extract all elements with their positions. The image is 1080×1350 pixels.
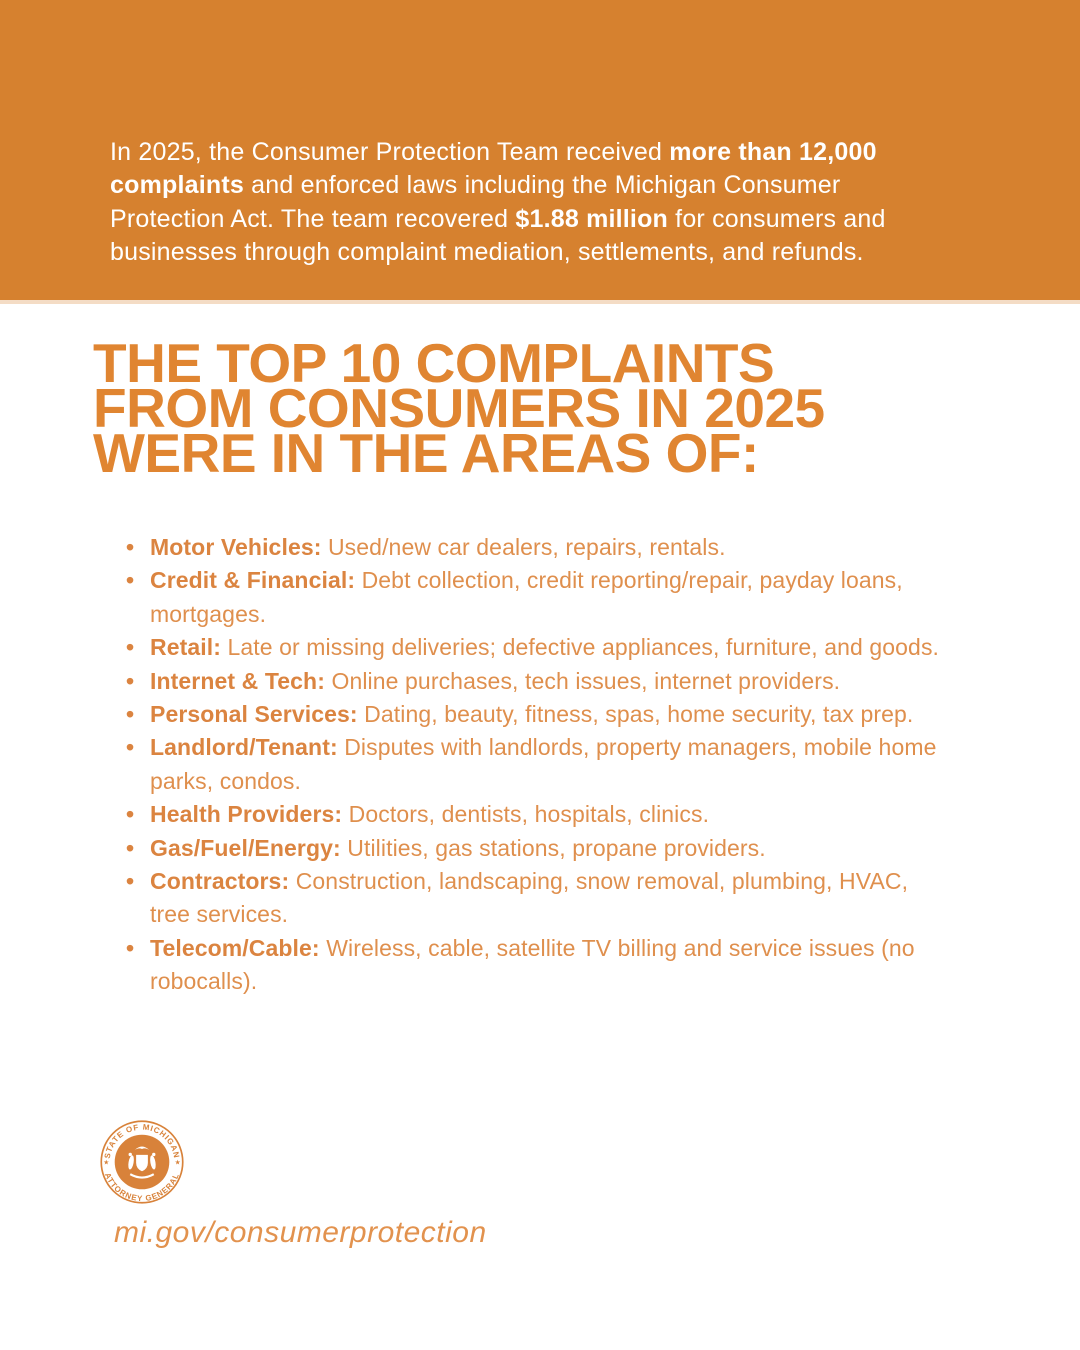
- complaint-item: [150, 564, 950, 631]
- complaint-category: Landlord/Tenant:: [150, 734, 338, 761]
- complaint-description: Used/new car dealers, repairs, rentals.: [321, 534, 726, 560]
- complaint-category: Internet & Tech:: [150, 667, 325, 694]
- heading-line: THE TOP 10 COMPLAINTS: [93, 332, 775, 394]
- complaint-category: Personal Services:: [150, 701, 358, 728]
- complaint-description: Utilities, gas stations, propane providers.: [340, 834, 766, 861]
- seal-bottom-text: ATTORNEY GENERAL: [102, 1171, 182, 1204]
- complaint-item: [150, 932, 950, 999]
- complaint-category: Retail:: [150, 634, 221, 661]
- attorney-general-seal-icon: [100, 1120, 184, 1204]
- intro-banner: [0, 0, 1080, 300]
- banner-text: In 2025, the Consumer Protection Team received: [110, 138, 670, 166]
- complaint-item: [150, 865, 950, 932]
- complaint-item: [150, 531, 950, 564]
- page-title: [93, 332, 825, 484]
- complaint-category: Health Providers:: [150, 801, 343, 828]
- complaint-description: Late or missing deliveries; defective appliances, furniture, and goods.: [221, 634, 940, 661]
- heading-line: FROM CONSUMERS IN 2025: [93, 377, 825, 439]
- complaint-category: Contractors:: [150, 868, 290, 895]
- complaint-category: Telecom/Cable:: [150, 934, 320, 961]
- banner-paragraph: [110, 136, 945, 270]
- complaint-item: [150, 698, 950, 731]
- complaint-item: [150, 832, 950, 865]
- complaint-item: [150, 798, 950, 831]
- complaint-category: Credit & Financial:: [150, 567, 356, 594]
- complaint-item: [150, 631, 950, 664]
- complaint-description: Wireless, cable, satellite TV billing and service issues (no robocalls).: [150, 934, 915, 995]
- banner-highlight: $1.88 million: [515, 204, 669, 233]
- complaint-category: Motor Vehicles:: [150, 534, 322, 560]
- banner-highlight: more than 12,000 complaints: [110, 138, 877, 200]
- seal-left-star-icon: ★: [103, 1158, 110, 1167]
- seal-top-text: STATE OF MICHIGAN: [102, 1122, 182, 1160]
- complaint-description: Dating, beauty, fitness, spas, home security, tax prep.: [357, 701, 914, 728]
- seal-right-star-icon: ★: [174, 1158, 181, 1167]
- complaint-description: Doctors, dentists, hospitals, clinics.: [342, 801, 710, 828]
- complaint-description: Online purchases, tech issues, internet providers.: [324, 667, 841, 694]
- complaint-item: [150, 731, 950, 798]
- banner-text: for consumers and businesses through complaint mediation, settlements, and refunds.: [110, 204, 886, 267]
- complaint-item: [150, 665, 950, 698]
- heading-line: WERE IN THE AREAS OF:: [93, 422, 759, 484]
- complaint-category: Gas/Fuel/Energy:: [150, 834, 341, 861]
- complaint-description: Debt collection, credit reporting/repair, payday loans, mortgages.: [150, 567, 903, 627]
- complaints-list: [150, 531, 950, 999]
- banner-text: and enforced laws including the Michigan Consumer Protection Act. The team recovered: [110, 171, 841, 233]
- complaint-description: Disputes with landlords, property managers, mobile home parks, condos.: [150, 734, 937, 794]
- footer-url: mi.gov/consumerprotection: [114, 1216, 487, 1249]
- complaint-description: Construction, landscaping, snow removal, plumbing, HVAC, tree services.: [150, 868, 909, 928]
